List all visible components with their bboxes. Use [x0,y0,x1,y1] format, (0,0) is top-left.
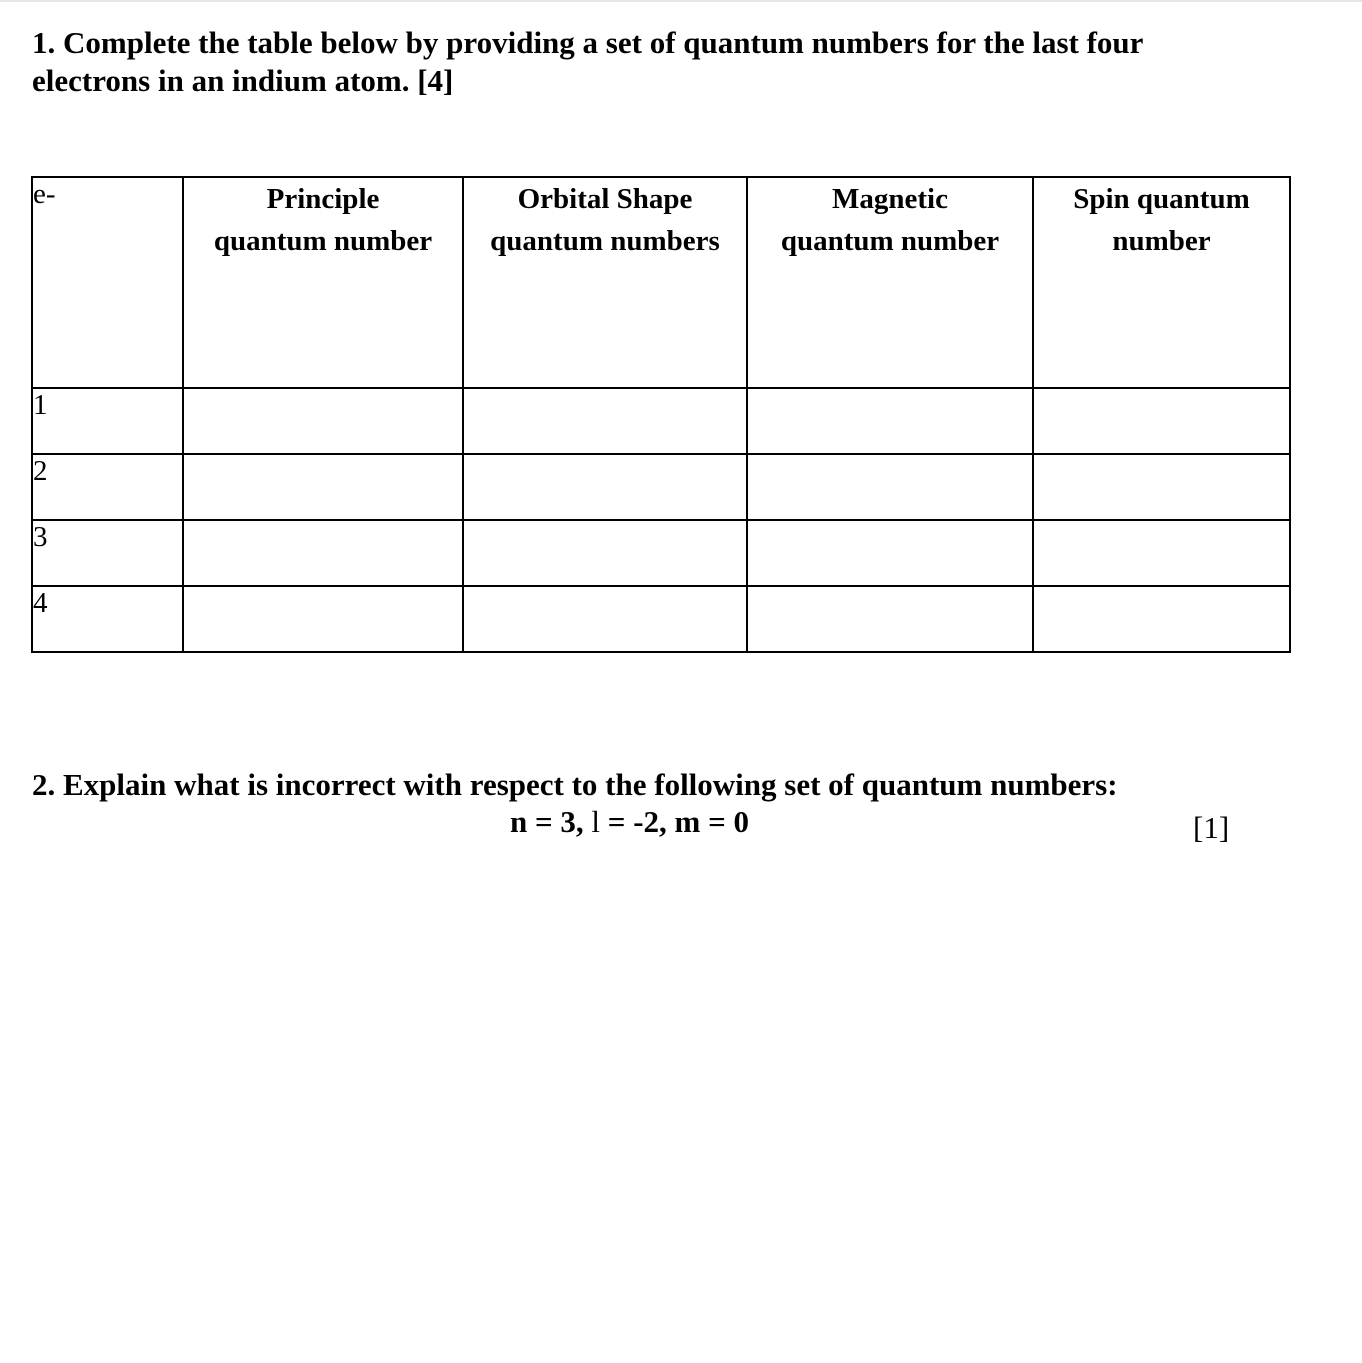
row-electron-number: 3 [32,520,183,586]
header-magnetic-line-2: quantum number [780,225,1000,257]
header-magnetic-line-1: Magnetic [832,183,948,215]
question-1 [32,24,1282,100]
header-spin-line-1: Spin quantum [1073,183,1250,215]
cell-magnetic[interactable] [747,388,1033,454]
table-row [32,586,1290,652]
header-magnetic [747,177,1033,388]
header-electron: e- [32,177,183,388]
cell-spin[interactable] [1033,454,1290,520]
cell-magnetic[interactable] [747,520,1033,586]
table-row [32,454,1290,520]
eq-n: n = 3, [510,804,592,839]
table-row [32,388,1290,454]
row-electron-number: 1 [32,388,183,454]
header-orbital-shape [463,177,747,388]
cell-spin[interactable] [1033,520,1290,586]
header-orbital-line-1: Orbital Shape [517,183,693,215]
cell-magnetic[interactable] [747,454,1033,520]
cell-orbital[interactable] [463,586,747,652]
question-2-marks: [1] [1193,810,1230,845]
quantum-number-set [510,803,749,841]
cell-orbital[interactable] [463,454,747,520]
cell-spin[interactable] [1033,586,1290,652]
cell-magnetic[interactable] [747,586,1033,652]
cell-principle[interactable] [183,454,463,520]
header-principle [183,177,463,388]
question-2-prompt: 2. Explain what is incorrect with respect to the following set of quantum numbers: [32,767,1118,802]
question-1-line-2: electrons in an indium atom. [4] [32,63,454,98]
row-electron-number: 4 [32,586,183,652]
cell-principle[interactable] [183,388,463,454]
header-principle-line-2: quantum number [213,225,433,257]
cell-spin[interactable] [1033,388,1290,454]
header-orbital-line-2: quantum numbers [490,225,720,257]
header-spin [1033,177,1290,388]
table-header-row [32,177,1290,388]
header-spin-line-2: number [1112,225,1211,257]
eq-l-symbol: l [591,804,601,839]
quantum-numbers-table [31,176,1291,653]
cell-principle[interactable] [183,586,463,652]
question-1-line-1: 1. Complete the table below by providing a set of quantum numbers for the last four [32,25,1144,60]
header-principle-line-1: Principle [266,183,380,215]
cell-principle[interactable] [183,520,463,586]
cell-orbital[interactable] [463,388,747,454]
cell-orbital[interactable] [463,520,747,586]
table-row [32,520,1290,586]
page-top-border [0,0,1362,2]
eq-rest: = -2, m = 0 [600,804,750,839]
row-electron-number: 2 [32,454,183,520]
